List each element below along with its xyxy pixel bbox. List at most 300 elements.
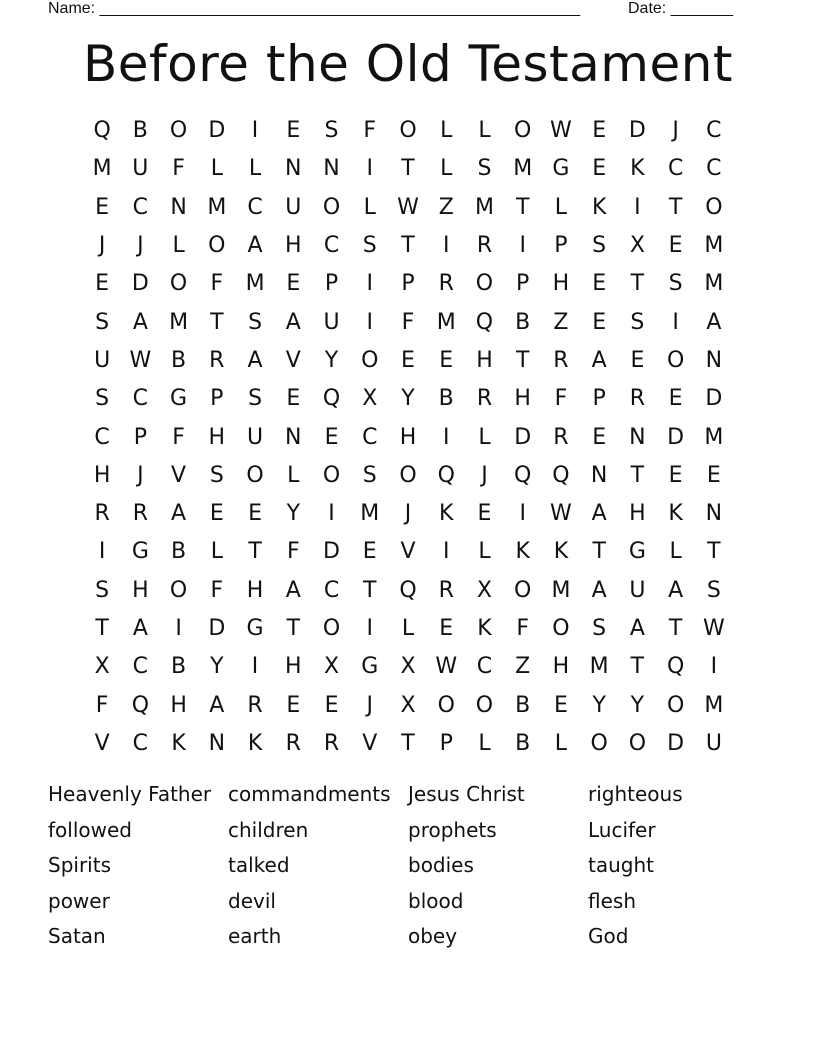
grid-letter: R [629, 386, 646, 412]
grid-letter: R [438, 577, 454, 603]
page-title: Before the Old Testament [82, 35, 734, 93]
word-bank-item: flesh [588, 888, 636, 913]
grid-letter: M [207, 194, 227, 220]
grid-letter: J [98, 233, 106, 259]
grid-letter: S [248, 309, 263, 335]
grid-letter: Y [286, 501, 301, 527]
grid-letter: E [362, 539, 377, 565]
grid-letter: C [476, 654, 493, 680]
grid-letter: Y [592, 692, 606, 718]
grid-letter: M [551, 577, 571, 603]
grid-letter: I [442, 233, 450, 259]
grid-row [83, 418, 733, 456]
grid-letter: A [591, 577, 607, 603]
grid-letter: M [245, 271, 265, 297]
grid-row [83, 112, 733, 150]
grid-letter: O [169, 577, 188, 603]
grid-letter: A [285, 309, 301, 335]
grid-letter: A [132, 616, 148, 641]
grid-letter: K [668, 501, 683, 527]
grid-letter: B [171, 539, 187, 565]
grid-letter: L [554, 194, 568, 220]
grid-letter: O [399, 462, 417, 488]
grid-letter: S [362, 462, 377, 488]
grid-letter: J [672, 118, 679, 144]
grid-letter: D [208, 616, 226, 641]
grid-letter: G [361, 654, 379, 680]
grid-letter: O [322, 194, 341, 220]
grid-letter: O [552, 616, 570, 641]
grid-letter: N [285, 156, 302, 182]
grid-row [83, 648, 733, 686]
grid-letter: O [475, 271, 494, 297]
grid-letter: X [362, 386, 378, 412]
grid-letter: E [286, 386, 301, 412]
grid-letter: J [137, 233, 144, 259]
grid-letter: T [668, 616, 683, 641]
word-bank-item: taught [588, 853, 654, 878]
grid-letter: O [514, 118, 532, 144]
grid-letter: W [550, 501, 572, 527]
grid-letter: D [323, 539, 340, 565]
grid-letter: H [514, 386, 531, 412]
word-bank-item: God [588, 924, 629, 949]
grid-letter: I [251, 118, 259, 144]
grid-letter: Q [666, 654, 685, 680]
grid-letter: E [668, 386, 683, 412]
grid-letter: B [515, 692, 531, 718]
grid-letter: L [210, 156, 223, 182]
grid-letter: E [209, 501, 224, 527]
grid-letter: O [399, 118, 417, 144]
grid-letter: L [478, 424, 491, 450]
word-bank-item: children [228, 817, 309, 842]
grid-letter: N [285, 424, 302, 450]
grid-row [83, 610, 733, 648]
word-bank-item: devil [228, 888, 276, 913]
grid-letter: B [171, 654, 187, 680]
grid-letter: T [95, 616, 109, 641]
grid-letter: T [630, 654, 645, 680]
grid-letter: T [210, 309, 224, 335]
grid-letter: R [247, 692, 263, 718]
grid-row [83, 303, 733, 341]
grid-letter: E [706, 462, 721, 488]
grid-letter: W [435, 654, 458, 680]
grid-letter: F [210, 271, 224, 297]
grid-letter: D [667, 424, 685, 450]
grid-letter: C [706, 156, 722, 182]
grid-letter: S [362, 233, 377, 259]
grid-letter: L [363, 194, 376, 220]
grid-letter: T [401, 156, 415, 182]
grid-letter: N [629, 424, 646, 450]
grid-letter: F [95, 692, 109, 718]
grid-letter: P [133, 424, 147, 450]
grid-letter: I [634, 194, 641, 220]
grid-letter: F [401, 309, 415, 335]
grid-letter: D [514, 424, 532, 450]
grid-letter: L [401, 616, 415, 641]
word-bank-item: Jesus Christ [408, 782, 525, 806]
date-field-label: Date: _______ [628, 0, 733, 17]
grid-letter: C [132, 654, 149, 680]
grid-letter: N [323, 156, 340, 182]
grid-letter: C [132, 194, 149, 220]
grid-letter: H [629, 501, 646, 527]
grid-letter: P [210, 386, 224, 412]
header-line [48, 0, 748, 18]
grid-letter: I [519, 501, 526, 527]
grid-row [83, 572, 733, 610]
grid-letter: V [94, 730, 110, 756]
grid-letter: E [248, 501, 262, 527]
grid-letter: U [629, 577, 646, 603]
grid-letter: X [476, 577, 492, 603]
grid-letter: M [436, 309, 456, 335]
grid-letter: B [515, 309, 531, 335]
grid-letter: E [477, 501, 492, 527]
grid-letter: R [553, 347, 569, 373]
grid-letter: F [363, 118, 377, 144]
grid-letter: O [322, 462, 341, 488]
grid-letter: Q [131, 692, 150, 718]
grid-letter: E [439, 616, 454, 641]
grid-letter: P [554, 233, 568, 259]
grid-letter: Q [475, 309, 494, 335]
grid-letter: D [208, 118, 226, 144]
grid-letter: M [513, 156, 533, 182]
grid-letter: X [323, 654, 340, 680]
grid-letter: Q [399, 577, 417, 603]
grid-letter: S [95, 386, 110, 412]
grid-letter: I [519, 233, 526, 259]
grid-letter: E [286, 271, 301, 297]
grid-letter: I [442, 539, 450, 565]
grid-letter: O [705, 194, 723, 220]
grid-letter: E [592, 118, 607, 144]
grid-row [83, 265, 733, 303]
grid-letter: S [248, 386, 263, 412]
grid-letter: S [630, 309, 645, 335]
grid-letter: H [132, 577, 149, 603]
grid-letter: U [94, 347, 111, 373]
grid-letter: O [514, 577, 532, 603]
grid-letter: M [704, 271, 724, 297]
grid-letter: K [591, 194, 607, 220]
grid-letter: O [322, 616, 341, 641]
grid-letter: T [248, 539, 262, 565]
word-bank-item: followed [48, 817, 132, 842]
grid-letter: U [285, 194, 302, 220]
grid-row [83, 342, 733, 380]
grid-letter: E [286, 692, 301, 718]
grid-letter: I [175, 616, 182, 641]
grid-letter: K [477, 616, 492, 641]
grid-letter: T [401, 730, 415, 756]
grid-letter: L [172, 233, 185, 259]
grid-letter: J [404, 501, 412, 527]
grid-letter: Z [515, 654, 531, 680]
grid-letter: F [516, 616, 530, 641]
grid-letter: I [328, 501, 335, 527]
grid-letter: Z [553, 309, 569, 335]
grid-letter: N [170, 194, 187, 220]
grid-letter: V [285, 347, 301, 373]
grid-letter: T [515, 347, 530, 373]
word-bank-item: talked [228, 853, 290, 878]
grid-letter: M [589, 654, 609, 680]
grid-letter: S [592, 616, 607, 641]
grid-letter: K [630, 156, 645, 182]
grid-letter: L [669, 539, 682, 565]
grid-letter: H [476, 347, 493, 373]
grid-letter: I [98, 539, 106, 565]
grid-letter: N [705, 501, 723, 527]
grid-letter: V [400, 539, 416, 565]
grid-letter: I [442, 424, 450, 450]
grid-letter: C [132, 386, 149, 412]
grid-letter: D [667, 730, 685, 756]
grid-letter: E [286, 118, 301, 144]
grid-letter: J [481, 462, 488, 488]
grid-letter: L [554, 730, 568, 756]
grid-letter: K [515, 539, 530, 565]
grid-letter: B [438, 386, 454, 412]
grid-letter: S [324, 118, 339, 144]
grid-row [83, 227, 733, 265]
grid-letter: S [95, 309, 110, 335]
grid-letter: G [170, 386, 188, 412]
grid-letter: H [246, 577, 264, 603]
grid-letter: K [439, 501, 454, 527]
grid-letter: A [209, 692, 225, 718]
grid-letter: B [171, 347, 187, 373]
word-bank [48, 778, 768, 956]
grid-letter: Y [401, 386, 415, 412]
grid-letter: F [172, 424, 185, 450]
grid-letter: D [705, 386, 723, 412]
grid-letter: D [628, 118, 646, 144]
grid-letter: T [707, 539, 721, 565]
grid-letter: E [95, 271, 110, 297]
grid-letter: C [132, 730, 149, 756]
grid-letter: A [247, 347, 263, 373]
grid-letter: Q [322, 386, 341, 412]
grid-letter: M [169, 309, 189, 335]
word-bank-item: prophets [408, 817, 497, 842]
grid-letter: B [132, 118, 148, 144]
grid-letter: Y [210, 654, 224, 680]
grid-letter: C [94, 424, 110, 450]
grid-letter: A [247, 233, 263, 259]
grid-letter: M [92, 156, 112, 182]
grid-letter: N [208, 730, 226, 756]
word-bank-item: Spirits [48, 853, 111, 878]
grid-letter: I [366, 271, 373, 297]
grid-letter: Y [324, 347, 339, 373]
grid-letter: U [247, 424, 264, 450]
grid-letter: Q [437, 462, 455, 488]
grid-letter: T [401, 233, 415, 259]
grid-letter: H [285, 654, 302, 680]
grid-letter: A [706, 309, 722, 335]
grid-letter: A [171, 501, 187, 527]
grid-letter: O [666, 347, 685, 373]
grid-letter: E [668, 462, 683, 488]
grid-letter: R [132, 501, 148, 527]
word-bank-item: Lucifer [588, 817, 656, 842]
grid-letter: L [287, 462, 300, 488]
grid-letter: O [246, 462, 264, 488]
grid-letter: I [366, 156, 373, 182]
grid-letter: O [208, 233, 226, 259]
word-bank-item: Heavenly Father [48, 782, 212, 806]
grid-letter: I [366, 309, 373, 335]
grid-letter: A [591, 501, 607, 527]
grid-letter: Y [630, 692, 645, 718]
grid-letter: L [478, 118, 491, 144]
grid-letter: K [247, 730, 263, 756]
grid-letter: O [361, 347, 379, 373]
grid-letter: S [95, 577, 110, 603]
grid-letter: W [550, 118, 572, 144]
grid-letter: U [705, 730, 722, 756]
word-bank-item: obey [408, 924, 458, 949]
grid-letter: M [704, 233, 724, 259]
word-bank-item: earth [228, 924, 282, 949]
grid-letter: E [592, 271, 607, 297]
grid-row [83, 189, 733, 227]
grid-letter: Q [552, 462, 570, 488]
grid-letter: L [210, 539, 223, 565]
grid-letter: R [209, 347, 225, 373]
grid-letter: I [366, 616, 373, 641]
grid-letter: A [591, 347, 607, 373]
grid-letter: R [476, 386, 493, 412]
grid-letter: T [630, 271, 645, 297]
grid-row [83, 380, 733, 418]
grid-letter: F [554, 386, 568, 412]
grid-letter: T [515, 194, 530, 220]
grid-letter: P [516, 271, 530, 297]
grid-letter: E [668, 233, 683, 259]
grid-letter: E [324, 424, 339, 450]
grid-letter: F [286, 539, 300, 565]
grid-letter: G [628, 539, 646, 565]
grid-letter: W [129, 347, 152, 373]
word-bank-item: blood [408, 888, 464, 913]
grid-letter: R [323, 730, 340, 756]
grid-letter: X [400, 654, 416, 680]
grid-letter: L [478, 539, 491, 565]
grid-letter: P [439, 730, 453, 756]
grid-letter: G [552, 156, 570, 182]
grid-letter: W [397, 194, 419, 220]
grid-letter: S [706, 577, 721, 603]
word-bank-item: power [48, 888, 110, 913]
grid-row [83, 495, 733, 533]
grid-letter: R [476, 233, 493, 259]
grid-letter: S [668, 271, 683, 297]
word-bank-item: righteous [588, 782, 683, 806]
grid-letter: N [590, 462, 608, 488]
word-bank-item: bodies [408, 853, 474, 878]
grid-letter: C [362, 424, 378, 450]
grid-letter: I [251, 654, 259, 680]
grid-letter: S [592, 233, 607, 259]
grid-letter: M [360, 501, 380, 527]
grid-letter: L [440, 118, 453, 144]
grid-letter: T [286, 616, 301, 641]
grid-letter: G [131, 539, 149, 565]
grid-letter: E [95, 194, 110, 220]
name-field-label: Name: ______________________________________________________ [48, 0, 581, 17]
grid-letter: E [592, 309, 607, 335]
grid-row [83, 457, 733, 495]
grid-letter: X [400, 692, 416, 718]
grid-letter: F [210, 577, 224, 603]
grid-letter: L [440, 156, 453, 182]
grid-letter: Q [514, 462, 532, 488]
grid-letter: I [672, 309, 679, 335]
grid-letter: X [94, 654, 110, 680]
word-bank-item: Satan [48, 924, 106, 949]
grid-letter: A [629, 616, 645, 641]
grid-letter: R [438, 271, 454, 297]
grid-letter: J [366, 692, 373, 718]
letter-grid [83, 112, 733, 763]
grid-letter: O [666, 692, 685, 718]
grid-letter: K [553, 539, 569, 565]
grid-letter: M [704, 424, 724, 450]
grid-letter: Z [438, 194, 454, 220]
grid-letter: P [592, 386, 606, 412]
grid-letter: S [209, 462, 224, 488]
grid-letter: C [247, 194, 263, 220]
grid-letter: H [552, 654, 570, 680]
grid-letter: O [590, 730, 608, 756]
grid-letter: L [248, 156, 262, 182]
grid-letter: B [515, 730, 531, 756]
grid-letter: A [132, 309, 148, 335]
grid-letter: T [630, 462, 645, 488]
grid-letter: O [437, 692, 455, 718]
grid-letter: E [439, 347, 454, 373]
grid-letter: I [710, 654, 718, 680]
grid-letter: O [169, 271, 188, 297]
grid-letter: A [285, 577, 301, 603]
grid-letter: R [553, 424, 569, 450]
grid-letter: H [170, 692, 187, 718]
word-bank-item: commandments [228, 782, 391, 806]
grid-letter: E [592, 424, 607, 450]
grid-row [83, 725, 733, 763]
grid-letter: U [323, 309, 340, 335]
grid-letter: C [323, 577, 340, 603]
grid-letter: H [93, 462, 111, 488]
grid-letter: H [552, 271, 570, 297]
grid-letter: M [474, 194, 494, 220]
grid-letter: W [702, 616, 725, 641]
grid-letter: E [630, 347, 645, 373]
grid-letter: R [94, 501, 110, 527]
grid-letter: H [399, 424, 417, 450]
grid-letter: V [362, 730, 378, 756]
grid-letter: M [704, 692, 724, 718]
grid-letter: L [478, 730, 491, 756]
grid-letter: P [401, 271, 415, 297]
